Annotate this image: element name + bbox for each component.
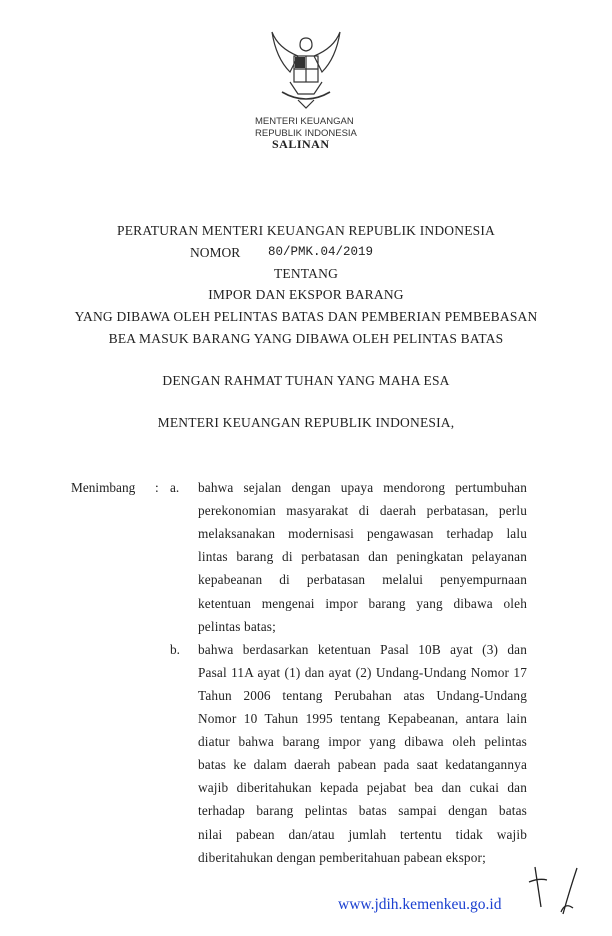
- item-line: diberitahukan dengan pemberitahuan pabean ekspor;: [198, 849, 486, 865]
- tentang-label: TENTANG: [273, 266, 339, 281]
- footer-url[interactable]: www.jdih.kemenkeu.go.id: [338, 896, 502, 913]
- item-line: melaksanakan modernisasi pengawasan terhadap lalu: [198, 526, 527, 542]
- salinan-stamp: SALINAN: [272, 137, 330, 151]
- item-line: diatur bahwa barang impor yang dibawa oleh pelintas: [198, 734, 527, 750]
- preamble: DENGAN RAHMAT TUHAN YANG MAHA ESA: [162, 373, 450, 388]
- menimbang-colon: :: [155, 480, 159, 495]
- nomor-value: 80/PMK.04/2019: [268, 245, 374, 259]
- item-line: batas ke dalam daerah pabean pada saat kedatangannya: [198, 757, 527, 773]
- item-line: Nomor 10 Tahun 1995 tentang Kepabeanan, antara lain: [198, 711, 527, 726]
- letterhead-line1: MENTERI KEUANGAN: [255, 116, 354, 127]
- subject-line3: BEA MASUK BARANG YANG DIBAWA OLEH PELINTAS BATAS: [108, 331, 504, 346]
- item-line: Pasal 11A ayat (1) dan ayat (2) Undang-Undang Nomor 17: [198, 664, 527, 680]
- subject-line1: IMPOR DAN EKSPOR BARANG: [208, 287, 404, 302]
- garuda-emblem-icon: [268, 28, 344, 110]
- item-line: wajib diberitahukan kepada pejabat bea dan cukai dan: [198, 780, 527, 796]
- item-line: bahwa berdasarkan ketentuan Pasal 10B ayat (3) dan: [198, 641, 527, 657]
- item-marker: b.: [170, 641, 180, 657]
- item-line: kepabeanan di perbatasan melalui penyempurnaan: [198, 572, 527, 588]
- item-line: pelintas batas;: [198, 618, 276, 634]
- nomor-label: NOMOR: [190, 245, 241, 260]
- item-line: terhadap barang pelintas batas sampai dengan batas: [198, 803, 527, 819]
- item-line: bahwa sejalan dengan upaya mendorong pertumbuhan: [198, 480, 527, 495]
- letterhead-line2: REPUBLIK INDONESIA: [255, 128, 357, 139]
- item-line: lintas barang di perbatasan dan peningkatan pelayanan: [198, 549, 527, 565]
- menimbang-label: Menimbang: [71, 480, 136, 495]
- subject-line2: YANG DIBAWA OLEH PELINTAS BATAS DAN PEMBERIAN PEMBEBASAN: [74, 309, 538, 324]
- paraf-signature: [525, 862, 585, 922]
- item-line: ketentuan mengenai impor barang yang dibawa oleh: [198, 595, 527, 611]
- issuer: MENTERI KEUANGAN REPUBLIK INDONESIA,: [157, 415, 455, 430]
- regulation-title: PERATURAN MENTERI KEUANGAN REPUBLIK INDONESIA: [117, 223, 495, 238]
- item-line: perekonomian masyarakat di daerah perbatasan, perlu: [198, 503, 527, 519]
- item-line: nilai pabean dan/atau jumlah tertentu tidak wajib: [198, 826, 527, 842]
- item-marker: a.: [170, 480, 180, 495]
- item-line: Tahun 2006 tentang Perubahan atas Undang-Undang: [198, 687, 527, 703]
